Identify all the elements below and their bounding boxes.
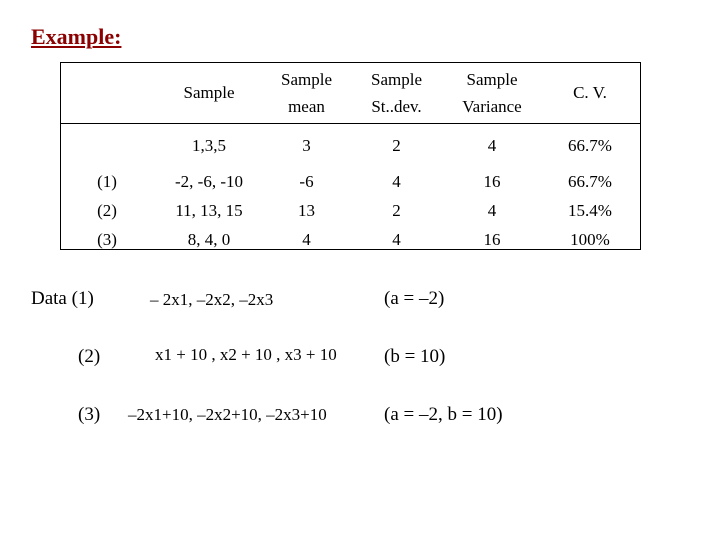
table-cell (60, 124, 154, 168)
table-cell: 66.7% (568, 135, 612, 155)
transform-params: (b = 10) (384, 346, 446, 367)
table-cell: 16 (483, 171, 501, 191)
table-cell: (2) (97, 200, 117, 220)
page-title: Example: (31, 24, 122, 49)
table-row (60, 225, 640, 254)
transform-expression: x1 + 10 , x2 + 10 , x3 + 10 (155, 345, 337, 364)
table-cell: -2, -6, -10 (175, 171, 243, 191)
transform-label: (2) (78, 346, 101, 367)
header-cell (60, 62, 154, 124)
transform-expression: –2x1+10, –2x2+10, –2x3+10 (128, 405, 327, 424)
table-cell: (1) (97, 171, 117, 191)
transform-label: (3) (78, 404, 101, 425)
header-cell: Sample mean (264, 62, 349, 124)
table-cell: 16 (483, 229, 501, 249)
header-cell: C. V. (540, 62, 640, 124)
table-cell: 1,3,5 (192, 135, 226, 155)
table-cell: 15.4% (568, 200, 612, 220)
table-row (60, 196, 640, 225)
header-cell: Sample (154, 62, 264, 124)
table-cell: 13 (298, 200, 315, 220)
table-header-row (60, 62, 640, 124)
header-cell: Sample Variance (444, 62, 540, 124)
table-cell: 11, 13, 15 (175, 200, 243, 220)
statistics-table (60, 62, 640, 254)
table-cell: 2 (392, 200, 401, 220)
table-cell: (3) (97, 229, 117, 249)
table-cell: 8, 4, 0 (187, 229, 231, 249)
table-cell: -6 (299, 171, 314, 191)
table-cell: 100% (570, 229, 610, 249)
transform-params: (a = –2, b = 10) (384, 404, 503, 425)
table-cell: 4 (392, 229, 401, 249)
table-cell: 3 (302, 135, 311, 155)
transform-params: (a = –2) (384, 288, 445, 309)
table-row (60, 124, 640, 168)
table-row (60, 167, 640, 196)
header-cell: Sample St..dev. (349, 62, 444, 124)
table-cell: 4 (487, 200, 497, 220)
table-cell: 4 (392, 171, 401, 191)
transform-expression: – 2x1, –2x2, –2x3 (150, 290, 274, 309)
transform-label: Data (1) (31, 288, 94, 309)
table-cell: 4 (302, 229, 311, 249)
table-cell: 66.7% (568, 171, 612, 191)
table-cell: 4 (487, 135, 497, 155)
table-cell: 2 (392, 135, 401, 155)
